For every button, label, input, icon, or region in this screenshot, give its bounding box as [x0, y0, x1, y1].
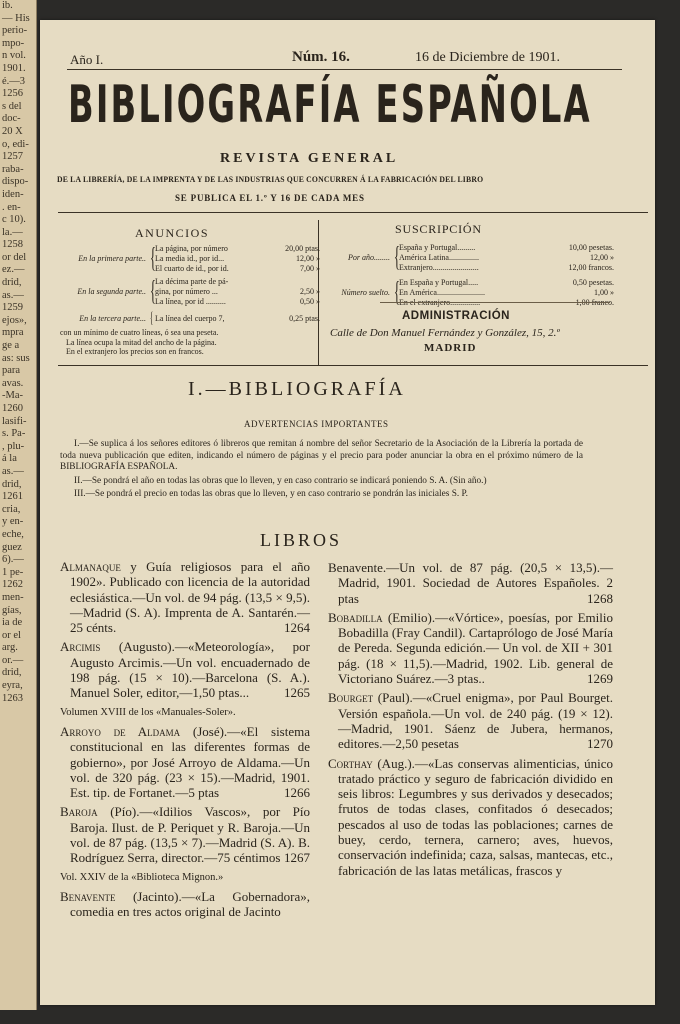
- anuncios-note: La línea ocupa la mitad del ancho de la página.: [66, 337, 217, 347]
- book-author: Corthay: [328, 755, 373, 771]
- price-value: 0,25 ptas.: [289, 313, 320, 323]
- price-lines: [155, 277, 320, 306]
- book-entry: [328, 610, 613, 686]
- book-description: (Pío).—«Idilios Vascos», por Pío Baroja. Ilust. de P. Periquet y R. Baroja.—Un vol. de 87 pág. (13,5 × 7).—Madrid (S. A). B. Rodríguez Serra, director.—75 céntimos: [70, 804, 310, 866]
- brace: {: [149, 309, 154, 327]
- book-description: (Paul).—«Cruel enigma», por Paul Bourget. Versión española.—Un vol. de 240 pág. (19 × 12).—Madrid, 1901. Sáenz de Jubera, hermanos, editores.—2,50 pesetas: [338, 690, 613, 752]
- brace: {: [393, 241, 400, 273]
- left-page-fragment: 1260: [2, 403, 23, 414]
- left-page-fragment: or el: [2, 629, 21, 641]
- left-page-fragment: 1258: [2, 239, 23, 251]
- left-page-fragment: lasifi-: [2, 415, 27, 427]
- book-author: Almanaque: [60, 559, 121, 574]
- book-entry: [328, 560, 613, 606]
- price-line: [155, 297, 320, 307]
- price-group: [328, 243, 650, 272]
- price-group-label: Por año........: [348, 252, 390, 262]
- book-number: 1266: [284, 785, 310, 801]
- book-author: Benavente: [60, 888, 116, 904]
- price-line: [155, 314, 320, 324]
- book-author: Baroja: [60, 804, 98, 820]
- left-page-fragment: drid,: [2, 478, 22, 490]
- price-value: 12,00 »: [590, 252, 614, 262]
- masthead-tagline: DE LA LIBRERÍA, DE LA IMPRENTA Y DE LAS INDUSTRIAS QUE CONCURREN Á LA FABRICACIÓN DEL LIBRO: [57, 175, 484, 184]
- book-author: Bourget: [328, 690, 374, 706]
- price-line: [155, 287, 320, 297]
- anuncios-note: En el extranjero los precios son en francos.: [66, 347, 204, 357]
- left-page-fragment: 1259: [2, 302, 23, 314]
- book-number: 1267: [284, 850, 310, 866]
- book-number: 1270: [587, 736, 613, 752]
- left-page-fragment: mpo-: [2, 37, 25, 49]
- admin-city: MADRID: [424, 342, 477, 354]
- book-description: (José).—«El sistema constitucional en las diferentes formas de gobierno», por José Arroyo de Aldama.—Un vol. de 320 pág. (23 × 15).—Madrid, 1901. Est. tip. de Fortanet.—5 ptas: [70, 723, 310, 801]
- price-group-label: En la primera parte..: [78, 253, 146, 263]
- anuncios-note: con un mínimo de cuatro líneas, ó sea una peseta.: [60, 327, 219, 337]
- book-entry: [328, 756, 613, 878]
- price-value: 12,00 francos.: [568, 262, 614, 272]
- issue-number: Núm. 16.: [292, 49, 350, 65]
- price-lines: [399, 278, 614, 307]
- admin-address: Calle de Don Manuel Fernández y González, 15, 2.º: [330, 327, 560, 339]
- book-author: Bobadilla: [328, 609, 383, 625]
- price-item: El cuarto de id., por id.: [155, 263, 229, 273]
- book-description: Benavente.—Un vol. de 87 pág. (20,5 × 13,5).—Madrid, 1901. Sociedad de Autores Españoles. 2 ptas: [328, 560, 613, 606]
- advertencia-paragraph: I.—Se suplica á los señores editores ó libreros que remitan á nombre del señor Secretario de la Asociación de la Librería la portada de toda nueva publicación que editen, indicando el número de páginas y el precio para poder anunciar la obra en el próximo número de la BIBLIOGRAFÍA ESPAÑOLA.: [60, 439, 583, 473]
- price-item: La línea del cuerpo 7,: [155, 313, 225, 323]
- left-page-fragment: perio-: [2, 25, 28, 37]
- price-value: 12,00 »: [296, 253, 320, 263]
- price-item: En el extranjero...............: [399, 297, 481, 307]
- book-entry: [60, 870, 310, 885]
- left-page-fragment: ge a: [2, 340, 20, 352]
- left-page-fragment: c 10).: [2, 214, 26, 226]
- left-page-fragment: s del: [2, 100, 22, 112]
- masthead-title: BIBLIOGRAFÍA ESPAÑOLA: [68, 75, 592, 135]
- price-value: 0,50 pesetas.: [572, 278, 614, 288]
- left-page-fragment: ejos»,: [2, 314, 27, 326]
- price-line: [155, 254, 320, 264]
- column-divider: [318, 220, 319, 365]
- issue-year: Año I.: [70, 52, 104, 67]
- books-column-right: [328, 560, 613, 882]
- left-page-fragment: á la: [2, 453, 17, 465]
- price-item: La página, por número: [155, 244, 228, 253]
- price-group-label: En la segunda parte..: [77, 287, 146, 297]
- brace: {: [149, 276, 156, 308]
- left-page-fragment: gías,: [2, 604, 22, 616]
- book-description: (Augusto).—«Meteorología», por Augusto Arcimis.—Un vol. encuadernado de 198 pág. (15 × 10).—Barcelona (S. A.). Manuel Soler, editor,—1,50 ptas...: [70, 639, 310, 701]
- left-page-fragment: as: sus: [2, 352, 30, 364]
- advertencias: [60, 439, 583, 503]
- price-item: La línea, por id ..........: [155, 296, 226, 306]
- book-author: Arroyo de Aldama: [60, 723, 181, 739]
- left-page-fragment: , plu-: [2, 440, 25, 452]
- book-entry: [60, 559, 310, 635]
- book-description: y Guía religiosos para el año 1902». Publicado con licencia de la autoridad eclesiástica.—Un vol. de 94 pág. (13,5 × 9,5).—Madrid (S. A). Imprenta de A. Santarén.—25 cénts.: [70, 559, 310, 636]
- left-page-fragment: cria,: [2, 503, 21, 515]
- left-page-fragment: drid,: [2, 277, 22, 289]
- price-value: 20,00 ptas.: [285, 244, 320, 253]
- book-entry: [60, 724, 310, 800]
- left-page-fragment: 1257: [2, 151, 23, 163]
- book-description: (Aug.).—«Las conservas alimenticias, único tratado práctico y seguro de fabricación dividido en seis libros: Legumbres y sus derivados y desecados; frutos de todas clases, confitados ó desecados; pescados al uso de todas las poblaciones; carnes de buey, cerdo, ternera, carnero; aves, huevos, conservación indefinida; caza, salsas, mantecas, etc., fabricación de las latas metálicas, frascos y: [338, 755, 613, 878]
- left-page-fragment: guez: [2, 541, 22, 553]
- section-title: I.—BIBLIOGRAFÍA: [188, 378, 406, 400]
- price-line: [155, 244, 320, 254]
- left-page-fragment: as.—: [2, 289, 24, 301]
- price-value: 0,50 »: [300, 296, 320, 306]
- masthead-rule: [58, 212, 648, 213]
- left-page-fragment: ia de: [2, 617, 23, 629]
- left-page-fragment: -Ma-: [2, 390, 23, 402]
- price-lines: [155, 314, 320, 324]
- left-page-fragment: 20 X: [2, 125, 23, 137]
- left-page-fragment: drid,: [2, 667, 22, 679]
- left-page-fragment: — His: [2, 12, 30, 24]
- left-page-fragment: é.—3: [2, 75, 26, 87]
- suscripcion-heading: SUSCRIPCIÓN: [395, 222, 482, 236]
- price-value: 2,50 »: [300, 287, 320, 297]
- left-page-fragment: . en-: [2, 201, 21, 213]
- left-page-fragment: men-: [2, 591, 24, 603]
- book-description: (Emilio).—«Vórtice», poesías, por Emilio Bobadilla (Fray Candil). Cartaprólogo de José María de Pereda. Segunda edición.— Un vol. de XII + 301 pág. (18 × 11,5).—Madrid, 1902. Lib. general de Victoriano Suárez.—3 ptas..: [338, 609, 613, 687]
- left-page-fragment: or del: [2, 251, 27, 263]
- left-page-fragment: s. Pa-: [2, 428, 26, 440]
- book-entry: [328, 690, 613, 751]
- book-description: (Jacinto).—«La Gobernadora», comedia en tres actos original de Jacinto: [70, 888, 310, 920]
- price-lines: [399, 243, 614, 272]
- anuncios-heading: ANUNCIOS: [135, 226, 210, 240]
- price-group: [58, 311, 320, 327]
- advertencia-paragraph: II.—Se pondrá el año en todas las obras que lo lleven, y en caso contrario se indicará poniendo S. A. (Sin año.): [74, 475, 487, 486]
- left-page-fragment: iden-: [2, 188, 24, 200]
- admin-heading: ADMINISTRACIÓN: [402, 310, 510, 322]
- price-group: [58, 277, 320, 306]
- libros-title: LIBROS: [260, 530, 343, 550]
- price-item: gina, por número ...: [155, 287, 218, 297]
- book-description: Vol. XXIV de la «Biblioteca Mignon.»: [60, 871, 224, 883]
- price-group-label: Número suelto.: [341, 288, 390, 298]
- left-page-fragment: avas.: [2, 377, 24, 389]
- left-page-fragment: dispo-: [2, 176, 29, 188]
- left-page-fragment: as.—: [2, 465, 24, 477]
- price-item: América Latina...............: [399, 252, 479, 262]
- left-page-fragment: eyra,: [2, 680, 23, 692]
- issue-date: 16 de Diciembre de 1901.: [415, 50, 561, 65]
- anuncios-table: [58, 244, 320, 357]
- books-column-left: [60, 559, 310, 924]
- left-page-fragment: 1262: [2, 579, 23, 591]
- book-entry: [60, 889, 310, 920]
- price-line: [399, 243, 614, 253]
- publication-schedule: SE PUBLICA EL 1.º Y 16 DE CADA MES: [175, 193, 365, 203]
- price-item: La media id., por id...: [155, 253, 225, 263]
- book-entry: [60, 804, 310, 865]
- price-item: En España y Portugal.....: [399, 278, 479, 288]
- book-entry: [60, 639, 310, 700]
- book-number: 1264: [284, 620, 310, 636]
- left-page-fragment: 1901.: [2, 62, 26, 74]
- price-lines: [155, 244, 320, 273]
- book-number: 1265: [284, 685, 310, 701]
- left-page-fragment: la.—: [2, 226, 23, 238]
- left-page-fragment: y en-: [2, 516, 24, 528]
- price-line: [155, 264, 320, 274]
- masthead-subtitle: REVISTA GENERAL: [220, 151, 399, 166]
- price-item: La décima parte de pá-: [155, 277, 229, 287]
- left-page-fragment: ib.: [2, 0, 13, 11]
- book-description: Volumen XVIII de los «Manuales-Soler».: [60, 706, 236, 718]
- left-page-fragment: 1256: [2, 88, 23, 100]
- price-group: [328, 278, 650, 307]
- sub-rule: [380, 302, 610, 303]
- left-page-fragment: or.—: [2, 654, 24, 666]
- advertencia-paragraph: III.—Se pondrá el precio en todas las obras que lo lleven, y en caso contrario se pondrán las iniciales S. P.: [74, 489, 468, 500]
- price-item: Extranjero.......................: [399, 262, 479, 272]
- price-line: [399, 278, 614, 288]
- price-line: [399, 253, 614, 263]
- price-group: [58, 244, 320, 273]
- left-page-fragment: 6).—: [2, 554, 24, 566]
- price-group-label: En la tercera parte...: [79, 313, 146, 323]
- book-author: Arcimis: [60, 639, 101, 655]
- price-line: [155, 277, 320, 287]
- price-value: 1,00 »: [594, 288, 614, 298]
- left-page-fragment: eche,: [2, 528, 24, 540]
- left-page-fragment: n vol.: [2, 50, 26, 62]
- header-rule: [67, 69, 622, 70]
- left-page-fragment: 1261: [2, 491, 23, 503]
- price-item: En América........................: [399, 288, 485, 298]
- brace: {: [393, 277, 400, 309]
- book-number: 1269: [587, 671, 613, 687]
- price-line: [399, 263, 614, 273]
- left-page-fragment: para: [2, 365, 21, 377]
- left-page-fragment: 1 pe-: [2, 566, 24, 578]
- left-page-fragment: mpra: [2, 327, 24, 339]
- left-page-edge: [0, 0, 37, 1010]
- advertencias-heading: ADVERTENCIAS IMPORTANTES: [244, 419, 389, 429]
- newspaper-page: [40, 20, 655, 1005]
- price-value: 7,00 »: [300, 263, 320, 273]
- section-top-rule: [58, 365, 648, 366]
- suscripcion-table: [328, 243, 650, 314]
- left-page-fragment: 1263: [2, 692, 23, 704]
- left-page-fragment: ez.—: [2, 264, 25, 276]
- left-page-fragment: doc-: [2, 113, 21, 125]
- price-value: 10,00 pesetas.: [568, 243, 614, 252]
- price-value: 1,00 franco.: [575, 297, 614, 307]
- book-entry: [60, 705, 310, 720]
- price-item: España y Portugal.........: [399, 243, 476, 252]
- price-line: [399, 288, 614, 298]
- brace: {: [149, 242, 156, 274]
- book-number: 1268: [587, 590, 613, 606]
- left-page-fragment: raba-: [2, 163, 24, 175]
- left-page-fragment: o, edi-: [2, 138, 29, 150]
- left-page-fragment: arg.: [2, 642, 18, 654]
